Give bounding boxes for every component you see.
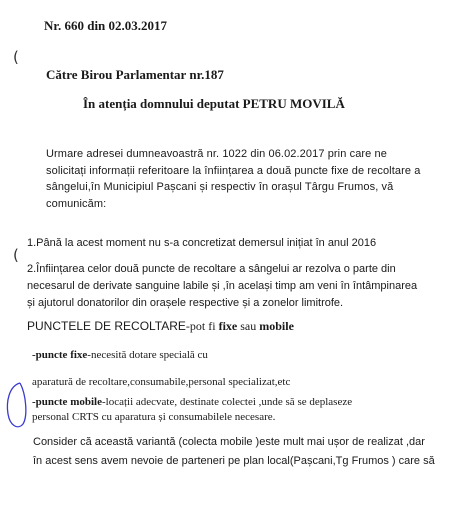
intro-line: sângelui,în Municipiul Pașcani și respectiv în orașul Târgu Frumos, vă <box>46 181 394 193</box>
closing-line: în acest sens avem nevoie de parteneri pe plan local(Pașcani,Tg Frumos ) care să <box>33 455 435 467</box>
margin-mark: ( <box>13 246 19 264</box>
pen-circle-mark <box>4 380 30 432</box>
point-1: 1.Până la acest moment nu s-a concretizat demersul inițiat în anul 2016 <box>27 237 377 249</box>
addressee: Către Birou Parlamentar nr.187 <box>46 67 224 82</box>
point-2-line: și ajutorul donatorilor din orașele respective și a zonelor limitrofe. <box>27 297 344 309</box>
reference-number: Nr. 660 din 02.03.2017 <box>44 18 168 33</box>
fixed-points-detail: aparatură de recoltare,consumabile,personal specializat,etc <box>32 376 291 388</box>
point-2-line: 2.Înființarea celor două puncte de recoltare a sângelui ar rezolva o parte din <box>27 263 396 275</box>
closing-line: Consider că această variantă (colecta mobile )este mult mai ușor de realizat ,dar <box>33 436 425 448</box>
intro-line: Urmare adresei dumneavoastră nr. 1022 din 06.02.2017 prin care ne <box>46 148 387 160</box>
fixed-word: fixe <box>218 319 238 333</box>
fixed-points-label: -puncte fixe <box>32 349 88 361</box>
point-2-line: necesarul de derivate sanguine labile și ,în același timp am veni în întâmpinarea <box>27 280 418 292</box>
mobile-points-label: -puncte mobile <box>32 396 102 408</box>
mobile-points-text: -locații adecvate, destinate colectei ,unde să se deplaseze <box>101 396 353 408</box>
collection-heading <box>27 319 294 334</box>
attention-line: În atenția domnului deputat PETRU MOVILĂ <box>83 96 345 111</box>
fixed-points-text: -necesită dotare specială cu <box>87 349 208 361</box>
collection-prefix: PUNCTELE DE RECOLTARE <box>27 319 186 333</box>
mobile-points-line <box>32 396 352 408</box>
fixed-points-line <box>32 349 208 361</box>
margin-mark: ( <box>13 48 19 66</box>
collection-and: sau <box>237 319 260 333</box>
mobile-word: mobile <box>259 319 294 333</box>
mobile-points-detail: personal CRTS cu aparatura și consumabilele necesare. <box>32 411 276 423</box>
collection-middle: -pot fi <box>185 319 219 333</box>
intro-line: comunicăm: <box>46 198 107 210</box>
intro-line: solicitați informații referitoare la înființarea a două puncte fixe de recoltare a <box>46 165 421 177</box>
